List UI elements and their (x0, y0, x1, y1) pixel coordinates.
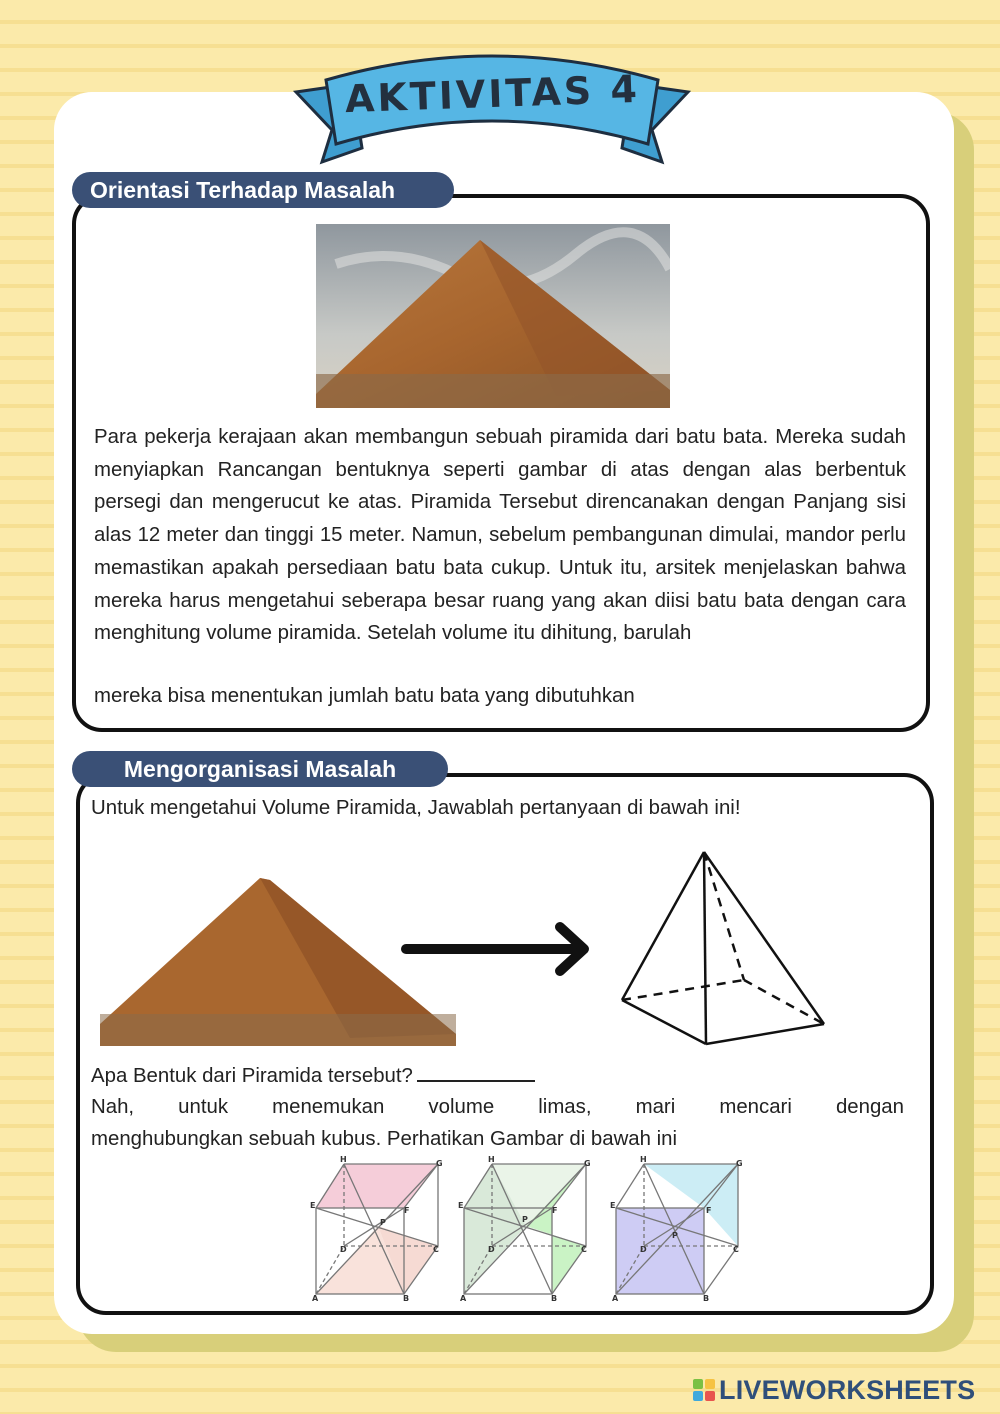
shape-question (91, 1060, 535, 1088)
answer-blank[interactable] (417, 1060, 535, 1082)
liveworksheets-icon (692, 1378, 716, 1402)
cube1-label-f: F (404, 1206, 410, 1215)
cube1-label-a: A (312, 1294, 319, 1303)
cube3-label-c: C (733, 1245, 739, 1254)
cube-paragraph-line1: Nah, untuk menemukan volume limas, mari mencari dengan (91, 1096, 904, 1118)
cube2-label-e: E (458, 1201, 464, 1210)
arrow-right-icon (400, 918, 596, 980)
cube3-label-g: G (736, 1159, 743, 1168)
cube1-label-p: P (380, 1218, 386, 1227)
cube2-label-d: D (488, 1245, 495, 1254)
cube1-label-b: B (403, 1294, 410, 1303)
cube-paragraph (91, 1091, 904, 1155)
liveworksheets-logo-text: LIVEWORKSHEETS (719, 1374, 976, 1405)
cube2-label-h: H (488, 1155, 495, 1164)
cube3-label-f: F (706, 1206, 712, 1215)
problem-paragraph: Para pekerja kerajaan akan membangun sebuah piramida dari batu bata. Mereka sudah menyiapkan Rancangan bentuknya seperti gambar di atas dengan alas berbentuk persegi dan mengerucut ke atas. Piramida Tersebut direncanakan dengan Panjang sisi alas 12 meter dan tinggi 15 meter. Namun, sebelum pembangunan dimulai, mandor perlu memastikan apakah persediaan batu bata cukup. Untuk itu, arsitek menjelaskan bahwa mereka harus mengetahui seberapa besar ruang yang akan diisi batu bata dengan cara menghitung volume piramida. Setelah volume itu dihitung, barulah (94, 426, 906, 645)
liveworksheets-logo[interactable] (692, 1374, 992, 1406)
cube2-label-b: B (551, 1294, 558, 1303)
cube1-label-c: C (433, 1245, 439, 1254)
cube1-label-e: E (310, 1201, 316, 1210)
instruction-text: Untuk mengetahui Volume Piramida, Jawablah pertanyaan di bawah ini! (91, 797, 741, 819)
cube2-label-p: P (522, 1215, 528, 1224)
cube1-label-d: D (340, 1245, 347, 1254)
cube1-label-g: G (436, 1159, 443, 1168)
pyramid-photo (316, 224, 670, 408)
cube2-label-f: F (552, 1206, 558, 1215)
problem-paragraph-last-line: mereka bisa menentukan jumlah batu bata yang dibutuhkan (94, 685, 635, 707)
cube3-label-a: A (612, 1294, 619, 1303)
cube3-label-h: H (640, 1155, 647, 1164)
cube2-label-g: G (584, 1159, 591, 1168)
cube1-label-h: H (340, 1155, 347, 1164)
orientation-tab: Orientasi Terhadap Masalah (72, 172, 454, 208)
cube3-label-b: B (703, 1294, 710, 1303)
banner-title: AKTIVITAS 4 (343, 66, 641, 122)
square-pyramid-diagram (612, 846, 832, 1048)
cube2-label-c: C (581, 1245, 587, 1254)
organize-tab: Mengorganisasi Masalah (72, 751, 448, 787)
cube-diagram-2 (458, 1154, 598, 1304)
shape-question-text: Apa Bentuk dari Piramida tersebut? (91, 1065, 413, 1087)
cube3-label-p: P (672, 1231, 678, 1240)
cube-diagram-1 (310, 1154, 450, 1304)
cube-paragraph-line2: menghubungkan sebuah kubus. Perhatikan Gambar di bawah ini (91, 1128, 678, 1150)
cube2-label-a: A (460, 1294, 467, 1303)
activity-banner (292, 40, 692, 170)
cube3-label-d: D (640, 1245, 647, 1254)
cube3-label-e: E (610, 1201, 616, 1210)
cube-diagram-3 (610, 1154, 750, 1304)
